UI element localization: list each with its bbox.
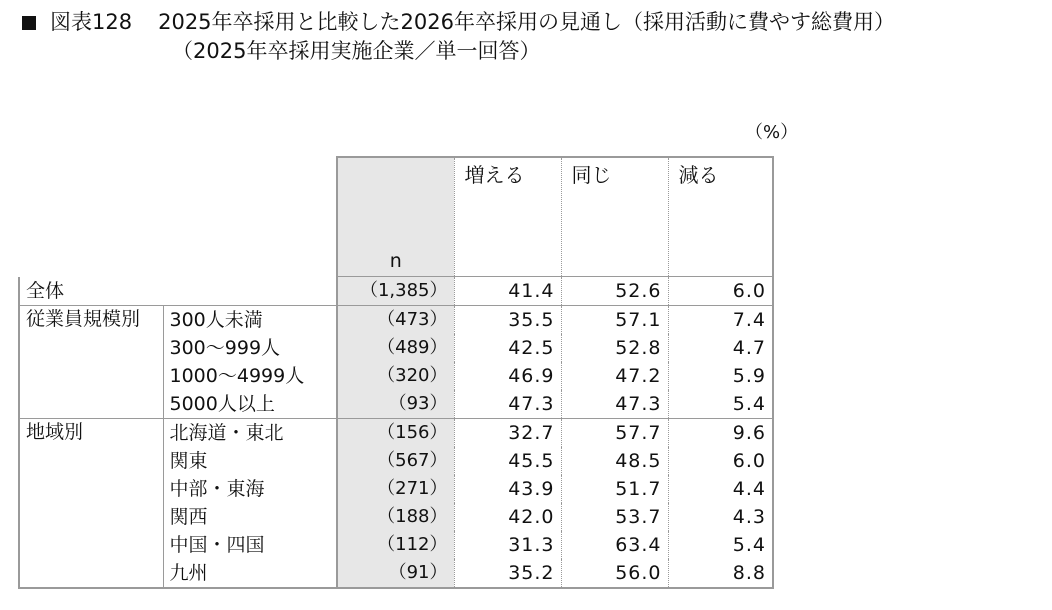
cell-increase: 31.3: [454, 531, 561, 559]
cell-same: 47.2: [561, 362, 668, 390]
data-table: [18, 156, 774, 589]
table-header-row: [19, 157, 773, 277]
cell-same: 47.3: [561, 390, 668, 419]
cell-increase: 42.0: [454, 503, 561, 531]
cell-n: （188）: [337, 503, 454, 531]
group-label: 従業員規模別: [19, 306, 163, 419]
cell-increase: 35.5: [454, 306, 561, 335]
cell-same: 56.0: [561, 559, 668, 588]
cell-same: 57.1: [561, 306, 668, 335]
square-bullet-icon: [22, 16, 36, 30]
cell-n: （271）: [337, 475, 454, 503]
row-label: 北海道・東北: [163, 419, 337, 448]
row-label: 1000〜4999人: [163, 362, 337, 390]
cell-decrease: 4.7: [668, 334, 773, 362]
table-row-total: [19, 277, 773, 306]
cell-n: （489）: [337, 334, 454, 362]
cell-increase: 41.4: [454, 277, 561, 306]
cell-increase: 43.9: [454, 475, 561, 503]
figure-title: [22, 8, 895, 66]
cell-decrease: 5.9: [668, 362, 773, 390]
column-header-same: 同じ: [561, 157, 668, 277]
cell-n: （473）: [337, 306, 454, 335]
cell-n: （567）: [337, 447, 454, 475]
cell-decrease: 8.8: [668, 559, 773, 588]
cell-n: （93）: [337, 390, 454, 419]
cell-increase: 45.5: [454, 447, 561, 475]
row-label: 中国・四国: [163, 531, 337, 559]
cell-same: 51.7: [561, 475, 668, 503]
cell-n: （112）: [337, 531, 454, 559]
cell-decrease: 9.6: [668, 419, 773, 448]
cell-n: （320）: [337, 362, 454, 390]
cell-decrease: 4.4: [668, 475, 773, 503]
cell-decrease: 4.3: [668, 503, 773, 531]
cell-decrease: 7.4: [668, 306, 773, 335]
figure-number: 図表128: [50, 10, 133, 34]
table-row: [19, 419, 773, 448]
cell-decrease: 6.0: [668, 447, 773, 475]
cell-decrease: 5.4: [668, 531, 773, 559]
cell-increase: 46.9: [454, 362, 561, 390]
cell-decrease: 6.0: [668, 277, 773, 306]
cell-same: 48.5: [561, 447, 668, 475]
row-label: 5000人以上: [163, 390, 337, 419]
cell-n: （156）: [337, 419, 454, 448]
cell-n: （91）: [337, 559, 454, 588]
row-label: 関西: [163, 503, 337, 531]
cell-same: 53.7: [561, 503, 668, 531]
column-header-increase: 増える: [454, 157, 561, 277]
row-label: 300人未満: [163, 306, 337, 335]
title-main: 2025年卒採用と比較した2026年卒採用の見通し（採用活動に費やす総費用）: [158, 10, 895, 34]
row-label: 九州: [163, 559, 337, 588]
cell-increase: 35.2: [454, 559, 561, 588]
column-header-n: n: [337, 157, 454, 277]
table-row: [19, 306, 773, 335]
row-label: 中部・東海: [163, 475, 337, 503]
cell-increase: 42.5: [454, 334, 561, 362]
row-label: 全体: [19, 277, 337, 306]
unit-label: （%）: [745, 122, 799, 143]
cell-same: 57.7: [561, 419, 668, 448]
row-label: 関東: [163, 447, 337, 475]
cell-same: 63.4: [561, 531, 668, 559]
row-label: 300〜999人: [163, 334, 337, 362]
cell-decrease: 5.4: [668, 390, 773, 419]
cell-same: 52.8: [561, 334, 668, 362]
group-label: 地域別: [19, 419, 163, 589]
cell-same: 52.6: [561, 277, 668, 306]
cell-increase: 32.7: [454, 419, 561, 448]
column-header-decrease: 減る: [668, 157, 773, 277]
cell-increase: 47.3: [454, 390, 561, 419]
cell-n: （1,385）: [337, 277, 454, 306]
title-sub: （2025年卒採用実施企業／単一回答）: [172, 39, 541, 63]
